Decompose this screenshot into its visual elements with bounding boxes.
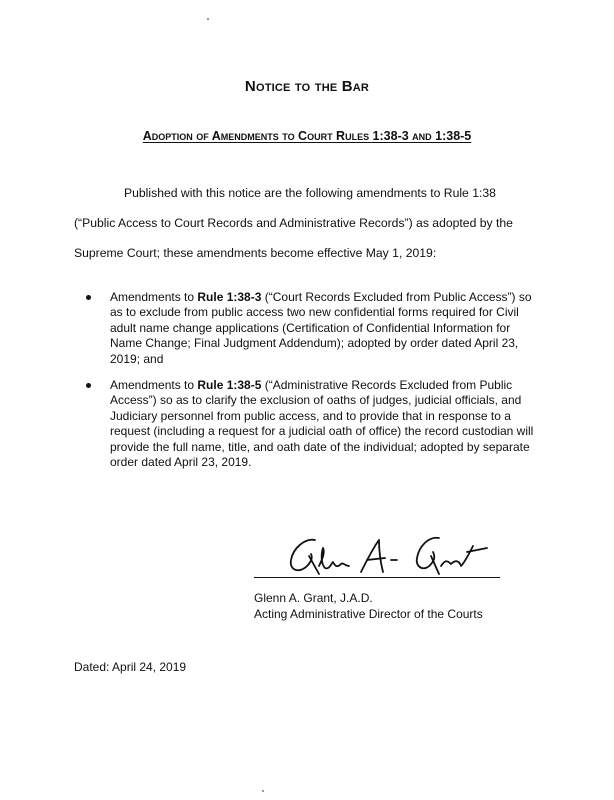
scan-speck [262, 790, 264, 792]
bullet-icon [86, 295, 91, 300]
amendment-item-1 [86, 290, 544, 367]
dated-line: Dated: April 24, 2019 [74, 660, 187, 674]
amendment-item-2 [86, 378, 544, 470]
rule-reference: Rule 1:38-5 [197, 378, 262, 392]
rule-reference: Rule 1:38-3 [197, 290, 262, 304]
signature-icon [275, 530, 505, 580]
amendment-text-2: Amendments to Rule 1:38-5 (“Administrative Records Excluded from Public Access”) so as to clarify the exclusion of oaths of judges, judicial officials, and Judiciary personnel from public access, and to provide that in response to a request (including a request for a judicial oath of office) the record custodian will provide the full name, title, and oath date of the individual; adopted by separate order dated April 23, 2019. [110, 378, 534, 470]
intro-paragraph: Published with this notice are the following amendments to Rule 1:38 (“Public Access to Court Records and Administrative Records”) as adopted by the Supreme Court; these amendments become effective May 1, 2019: [74, 186, 513, 260]
bullet-icon [86, 383, 91, 388]
handwritten-signature [255, 530, 505, 580]
scan-speck [207, 18, 209, 20]
signature-line [254, 577, 500, 578]
signer-name: Glenn A. Grant, J.A.D. [254, 591, 373, 605]
amendment-text-1: Amendments to Rule 1:38-3 (“Court Records Excluded from Public Access”) so as to exclude from public access two new confidential forms required for Civil adult name change applications (Certification of Confidential Information for Name Change; Final Judgment Addendum); adopted by order dated April 23, 2019; and [110, 290, 532, 366]
signer-title: Acting Administrative Director of the Courts [254, 607, 483, 621]
notice-title: Notice to the Bar [244, 78, 370, 95]
signer-block [254, 590, 483, 622]
notice-subtitle: Adoption of Amendments to Court Rules 1:38-3 and 1:38-5 [142, 129, 472, 143]
